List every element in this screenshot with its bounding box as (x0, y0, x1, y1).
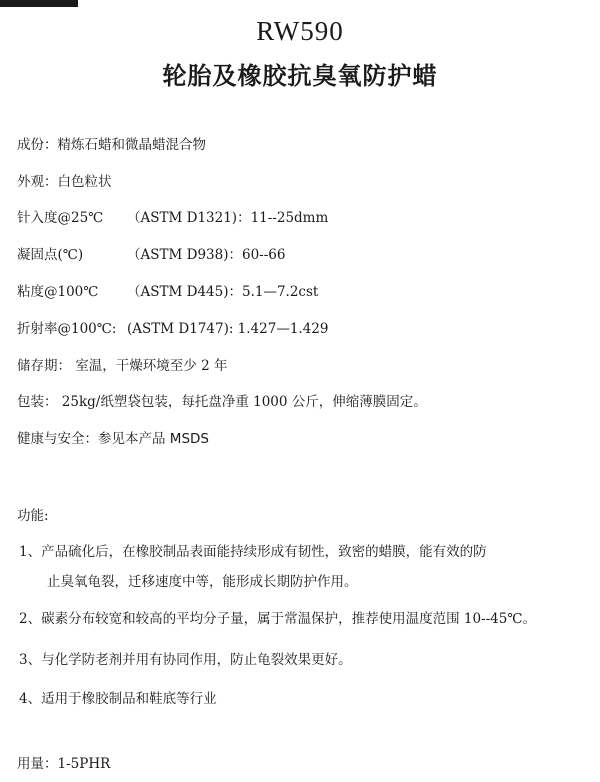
functions-heading: 功能: (17, 508, 49, 524)
composition-line: 成份：精炼石蜡和微晶蜡混合物 (17, 137, 206, 153)
viscosity-label: 粘度@100℃ (17, 284, 99, 300)
congealing-value: （ASTM D938)：60--66 (127, 247, 286, 263)
function-item-3: 3、与化学防老剂并用有协同作用，防止龟裂效果更好。 (19, 652, 352, 668)
appearance-line: 外观：白色粒状 (17, 174, 112, 190)
congealing-label: 凝固点(℃) (17, 247, 84, 263)
product-title: 轮胎及橡胶抗臭氧防护蜡 (162, 62, 438, 90)
function-item-2: 2、碳素分布较宽和较高的平均分子量，属于常温保护，推荐使用温度范围 10--45℃。 (19, 611, 536, 627)
dosage-line: 用量：1-5PHR (17, 756, 111, 772)
function-item-1-line-2: 止臭氧龟裂，迁移速度中等，能形成长期防护作用。 (47, 574, 358, 590)
product-model: RW590 (256, 16, 344, 46)
safety-line: 健康与安全：参见本产品 MSDS (17, 431, 209, 447)
header-logo-fragment (0, 0, 78, 7)
penetration-label: 针入度@25℃ (17, 210, 104, 226)
refractive-value: (ASTM D1747): 1.427—1.429 (127, 321, 329, 337)
packaging-line: 包装： 25kg/纸塑袋包装，每托盘净重 1000 公斤，伸缩薄膜固定。 (17, 394, 427, 410)
function-item-4: 4、适用于橡胶制品和鞋底等行业 (19, 691, 217, 707)
viscosity-value: （ASTM D445)：5.1—7.2cst (127, 284, 319, 300)
storage-line: 储存期： 室温，干燥环境至少 2 年 (17, 358, 228, 374)
function-item-1-line-1: 1、产品硫化后，在橡胶制品表面能持续形成有韧性，致密的蜡膜，能有效的防 (19, 544, 487, 560)
penetration-value: （ASTM D1321)：11--25dmm (127, 210, 329, 226)
refractive-label: 折射率@100℃: (17, 321, 117, 337)
